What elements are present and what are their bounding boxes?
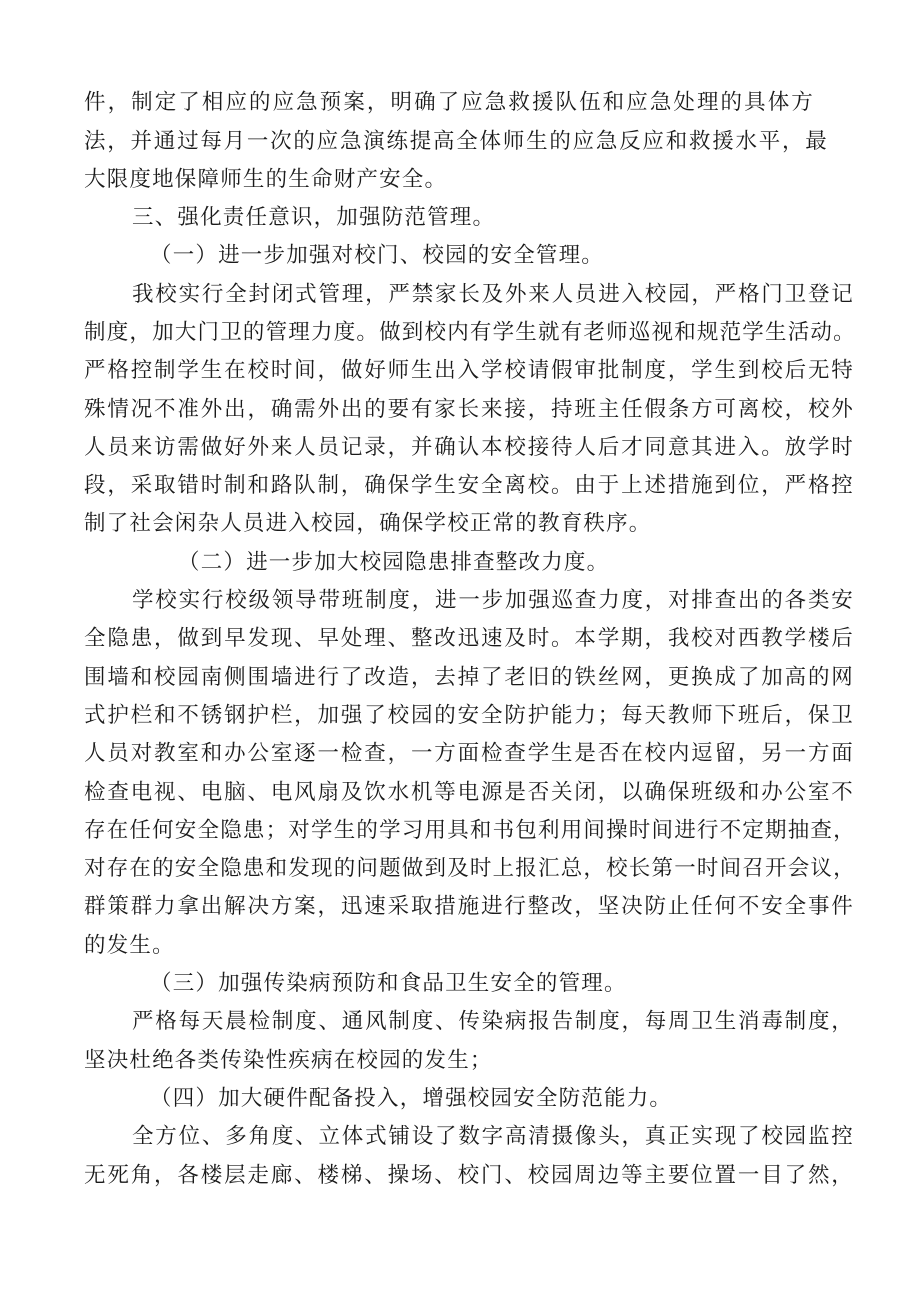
- paragraph-line: 群策群力拿出解决方案，迅速采取措施进行整改，坚决防止任何不安全事件: [84, 894, 854, 919]
- paragraph-line: 制了社会闲杂人员进入校园，确保学校正常的教育秩序。: [84, 511, 652, 536]
- paragraph-line: 大限度地保障师生的生命财产安全。: [84, 167, 448, 192]
- paragraph-line: 全方位、多角度、立体式铺设了数字高清摄像头，真正实现了校园监控: [132, 1124, 854, 1149]
- section-heading: 三、强化责任意识，加强防范管理。: [132, 205, 496, 230]
- paragraph-line: 件，制定了相应的应急预案，明确了应急救援队伍和应急处理的具体方: [84, 90, 814, 115]
- subsection-heading: （四）加大硬件配备投入，增强校园安全防范能力。: [150, 1086, 673, 1111]
- paragraph-line: 制度，加大门卫的管理力度。做到校内有学生就有老师巡视和规范学生活动。: [84, 320, 856, 345]
- paragraph-line: 坚决杜绝各类传染性疾病在校园的发生；: [84, 1048, 493, 1073]
- paragraph-line: 段，采取错时制和路队制，确保学生安全离校。由于上述措施到位，严格控: [84, 473, 854, 498]
- paragraph-line: 的发生。: [84, 933, 175, 958]
- paragraph-line: 围墙和校园南侧围墙进行了改造，去掉了老旧的铁丝网，更换成了加高的网: [84, 665, 854, 690]
- paragraph-line: 检查电视、电脑、电风扇及饮水机等电源是否关闭，以确保班级和办公室不: [84, 780, 854, 805]
- paragraph-line: 无死角，各楼层走廊、楼梯、操场、校门、校园周边等主要位置一目了然，: [84, 1163, 854, 1188]
- paragraph-line: 存在任何安全隐患；对学生的学习用具和书包利用间操时间进行不定期抽查，: [84, 818, 856, 843]
- paragraph-line: 殊情况不准外出，确需外出的要有家长来接，持班主任假条方可离校，校外: [84, 397, 854, 422]
- paragraph-line: 严格每天晨检制度、通风制度、传染病报告制度，每周卫生消毒制度，: [132, 1009, 854, 1034]
- subsection-heading: （二）进一步加大校园隐患排查整改力度。: [178, 550, 610, 575]
- paragraph-line: 式护栏和不锈钢护栏，加强了校园的安全防护能力；每天教师下班后，保卫: [84, 703, 854, 728]
- subsection-heading: （三）加强传染病预防和食品卫生安全的管理。: [150, 971, 627, 996]
- paragraph-line: 对存在的安全隐患和发现的问题做到及时上报汇总，校长第一时间召开会议，: [84, 856, 856, 881]
- paragraph-line: 严格控制学生在校时间，做好师生出入学校请假审批制度，学生到校后无特: [84, 358, 854, 383]
- paragraph-line: 人员对教室和办公室逐一检查，一方面检查学生是否在校内逗留，另一方面: [84, 741, 854, 766]
- paragraph-line: 我校实行全封闭式管理，严禁家长及外来人员进入校园，严格门卫登记: [132, 282, 854, 307]
- paragraph-line: 学校实行校级领导带班制度，进一步加强巡查力度，对排查出的各类安: [132, 588, 854, 613]
- subsection-heading: （一）进一步加强对校门、校园的安全管理。: [150, 243, 605, 268]
- paragraph-line: 法，并通过每月一次的应急演练提高全体师生的应急反应和救援水平，最: [84, 129, 828, 154]
- paragraph-line: 人员来访需做好外来人员记录，并确认本校接待人后才同意其进入。放学时: [84, 435, 854, 460]
- paragraph-line: 全隐患，做到早发现、早处理、整改迅速及时。本学期，我校对西教学楼后: [84, 626, 854, 651]
